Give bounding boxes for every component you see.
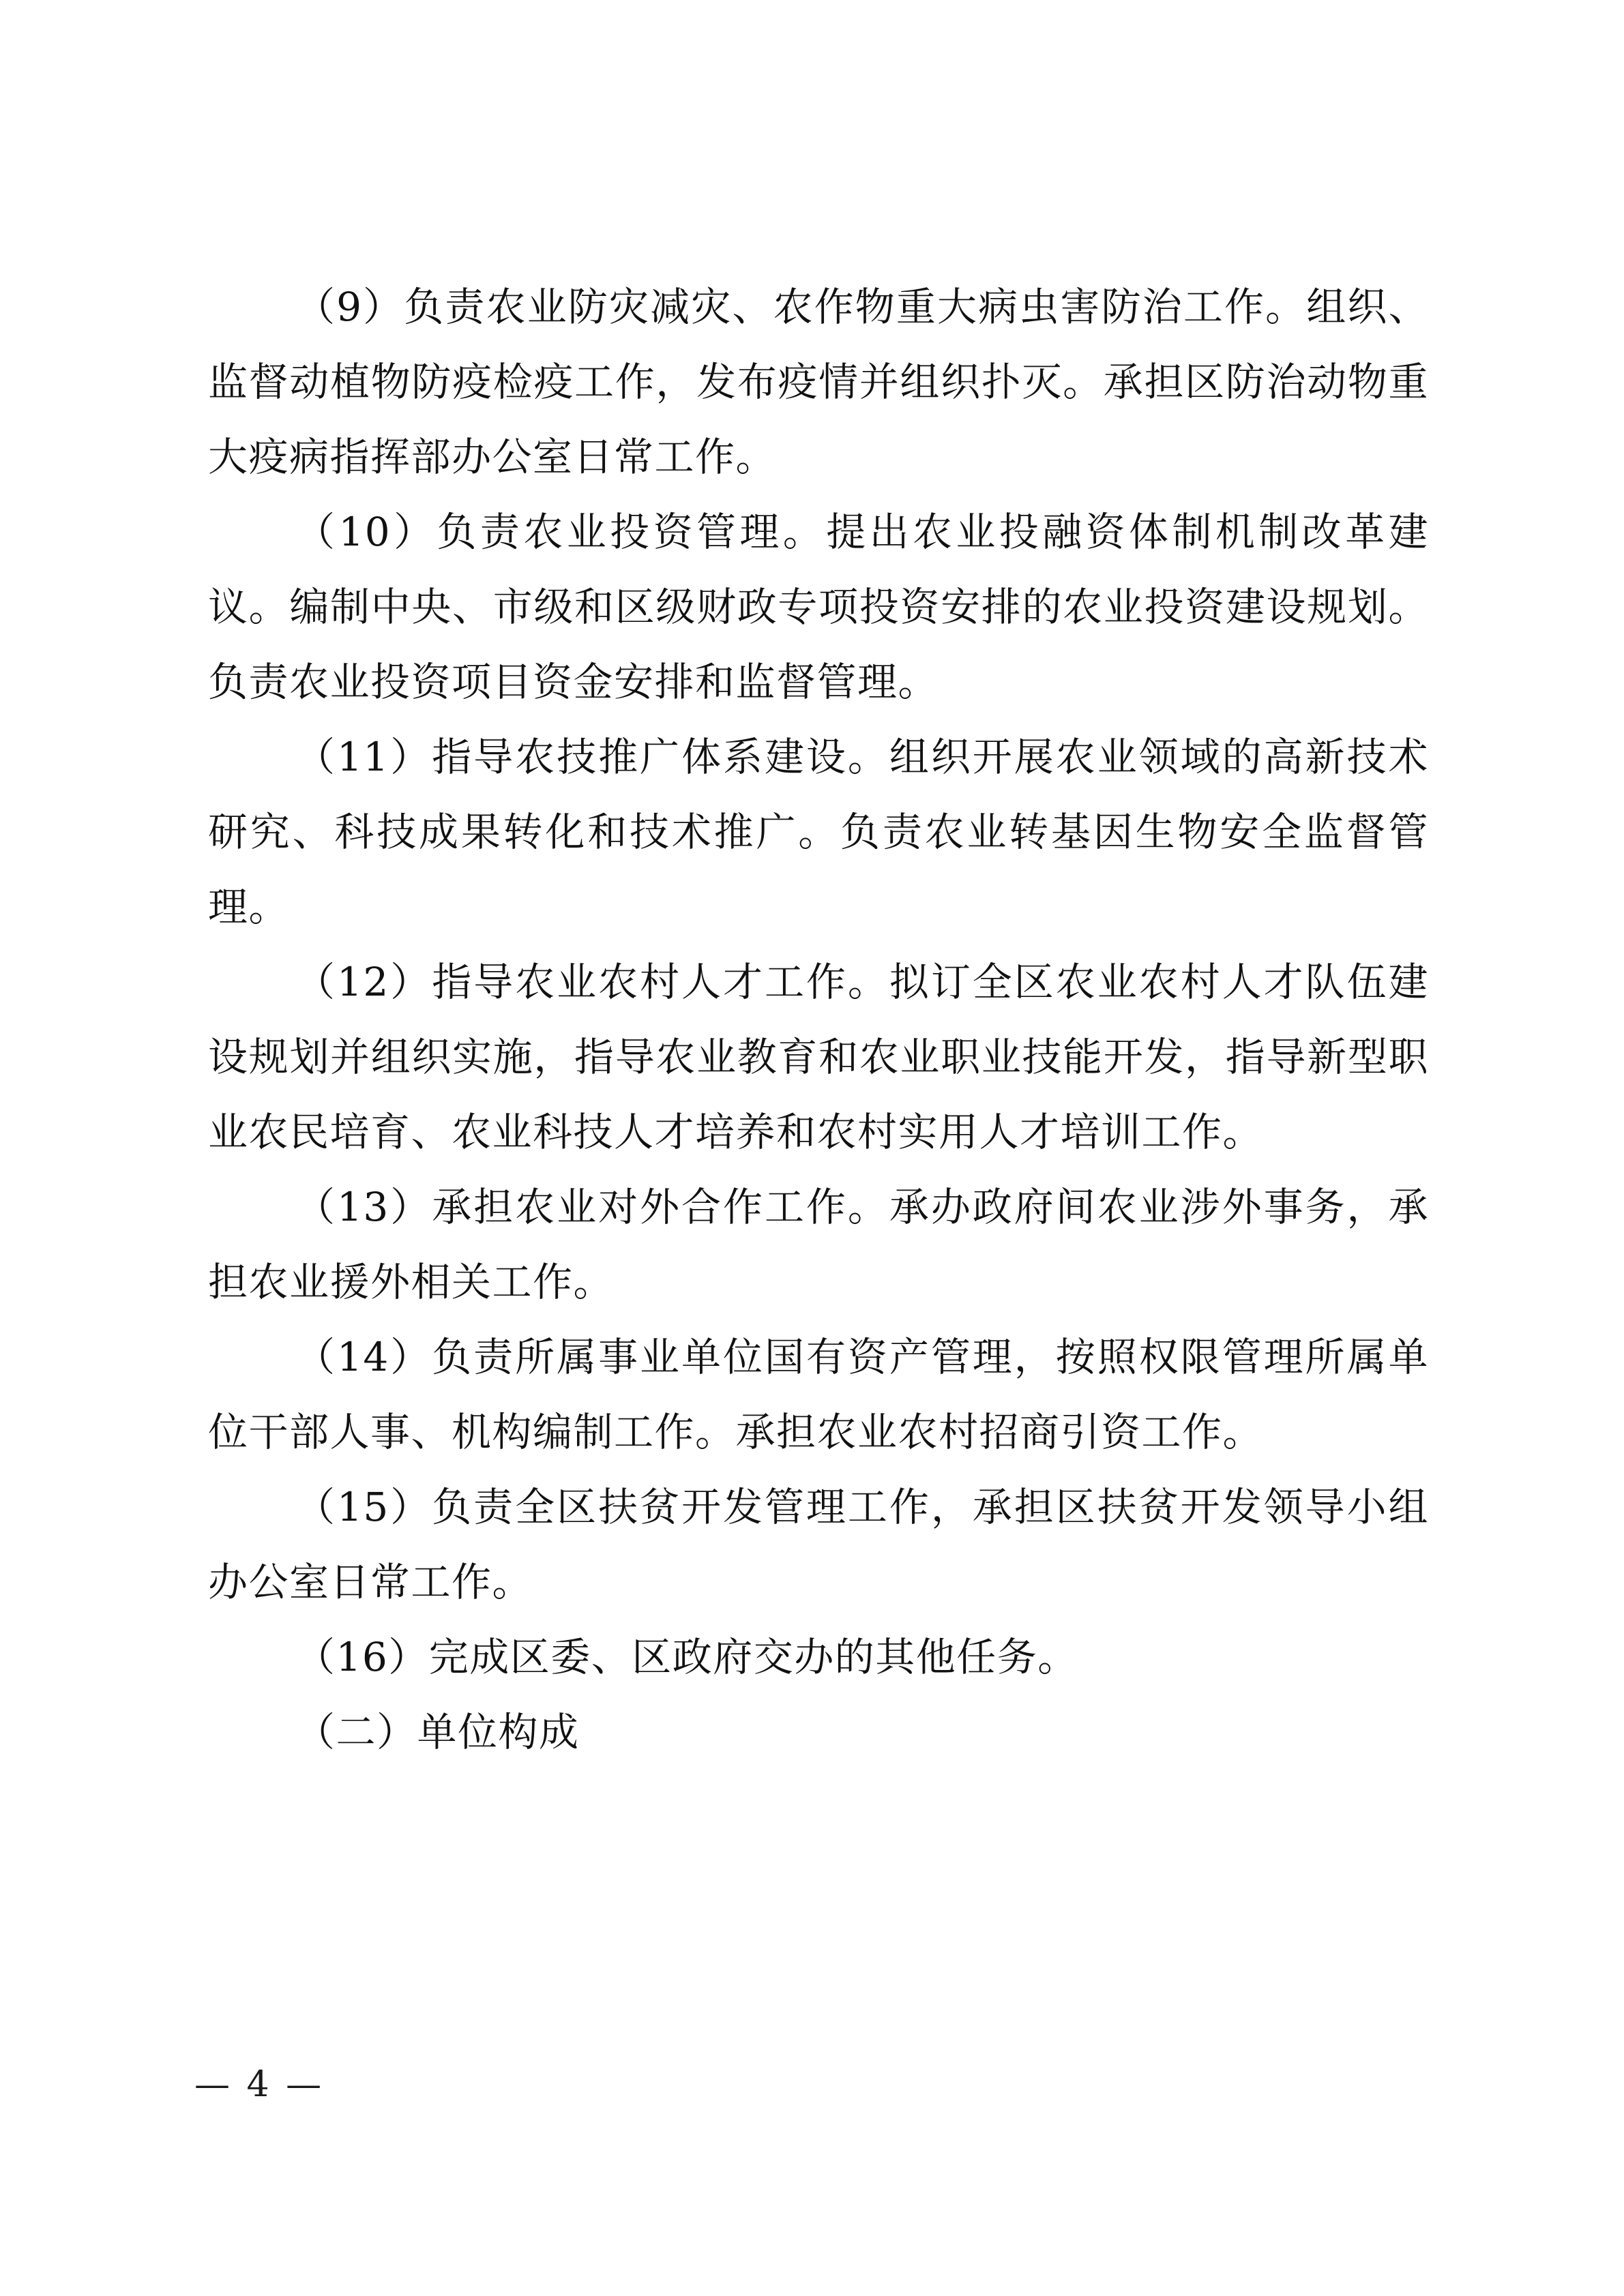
paragraph-item-11: （11）指导农技推广体系建设。组织开展农业领域的高新技术研究、科技成果转化和技术推广。负责农业转基因生物安全监督管理。 xyxy=(208,734,1429,930)
paragraph-item-9: （9）负责农业防灾减灾、农作物重大病虫害防治工作。组织、监督动植物防疫检疫工作，发布疫情并组织扑灭。承担区防治动物重大疫病指挥部办公室日常工作。 xyxy=(208,284,1429,480)
page-number: — 4 — xyxy=(194,2064,325,2105)
paragraph-item-12: （12）指导农业农村人才工作。拟订全区农业农村人才队伍建设规划并组织实施，指导农业教育和农业职业技能开发，指导新型职业农民培育、农业科技人才培养和农村实用人才培训工作。 xyxy=(208,959,1429,1155)
paragraph-item-13: （13）承担农业对外合作工作。承办政府间农业涉外事务，承担农业援外相关工作。 xyxy=(208,1184,1429,1305)
paragraph-item-10: （10）负责农业投资管理。提出农业投融资体制机制改革建议。编制中央、市级和区级财政专项投资安排的农业投资建设规划。负责农业投资项目资金安排和监督管理。 xyxy=(208,509,1429,705)
paragraph-item-14: （14）负责所属事业单位国有资产管理，按照权限管理所属单位干部人事、机构编制工作。承担农业农村招商引资工作。 xyxy=(208,1334,1429,1455)
paragraph-item-15: （15）负责全区扶贫开发管理工作，承担区扶贫开发领导小组办公室日常工作。 xyxy=(208,1484,1429,1605)
section-heading-unit-composition: （二）单位构成 xyxy=(295,1709,580,1755)
document-body xyxy=(208,269,1429,1770)
paragraph-item-16: （16）完成区委、区政府交办的其他任务。 xyxy=(295,1634,1078,1680)
